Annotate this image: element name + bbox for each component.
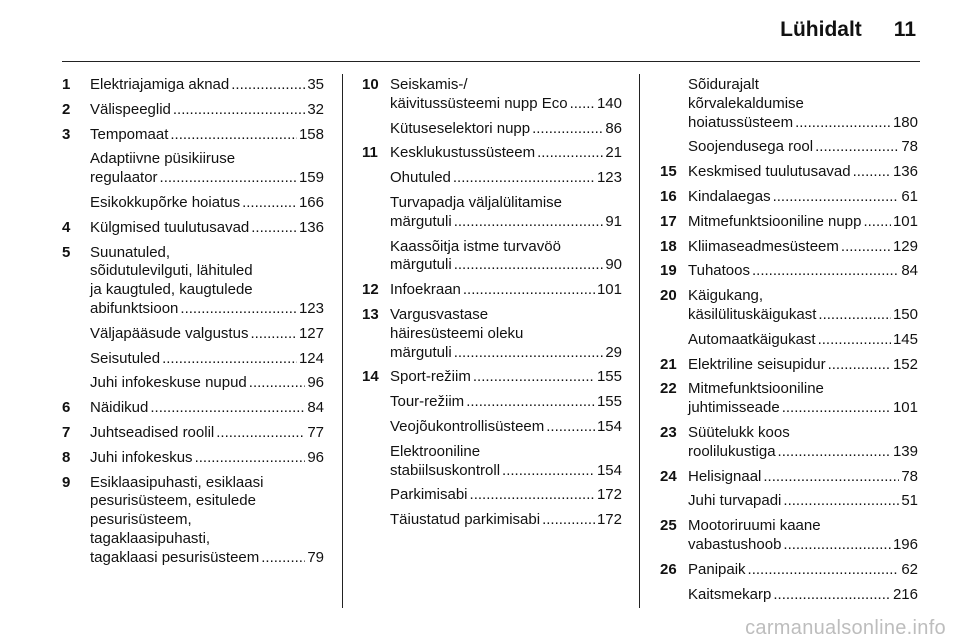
entry-last-line <box>688 238 918 257</box>
entry-text: pesurisüsteem, esitulede <box>90 492 256 510</box>
page-reference: 154 <box>596 461 622 479</box>
entry-text: Seisutuled <box>90 349 161 367</box>
entry-text: Infoekraan <box>390 281 461 299</box>
entry-last-line <box>90 449 324 468</box>
dot-leader <box>453 169 595 188</box>
entry-text: Vargusvastase <box>390 305 489 323</box>
entry-last-line <box>688 138 918 157</box>
dot-leader <box>249 374 306 393</box>
dot-leader <box>251 219 297 238</box>
index-entry <box>62 449 324 468</box>
page-reference: 124 <box>298 349 324 367</box>
entry-text: roolilukustiga <box>688 442 776 460</box>
entry-text: Süütelukk koos <box>688 423 790 441</box>
entry-last-line <box>390 281 622 300</box>
entry-last-line <box>390 344 622 363</box>
index-entry <box>660 561 918 580</box>
page-reference: 155 <box>596 368 622 386</box>
entry-text: Automaatkäigukast <box>688 330 816 348</box>
entry-last-line <box>90 399 324 418</box>
entry-last-line <box>390 418 622 437</box>
item-number: 24 <box>660 467 677 485</box>
section-title: Lühidalt <box>780 18 862 41</box>
page-reference: 196 <box>892 535 918 553</box>
entry-text: Elektrooniline <box>390 442 481 460</box>
entry-text: Esikokkupõrke hoiatus <box>90 193 241 211</box>
watermark: carmanualsonline.info <box>745 617 946 639</box>
entry-last-line <box>688 399 918 418</box>
entry-last-line <box>688 213 918 232</box>
index-entry <box>362 76 622 114</box>
entry-last-line <box>390 169 622 188</box>
entry-last-line <box>688 536 918 555</box>
page-reference: 139 <box>892 442 918 460</box>
page-reference: 123 <box>298 299 324 317</box>
index-entry <box>362 393 622 412</box>
dot-leader <box>546 418 595 437</box>
dot-leader <box>863 213 891 232</box>
dot-leader <box>173 101 305 120</box>
item-number: 1 <box>62 76 71 93</box>
index-column-3 <box>660 76 918 610</box>
entry-text: Näidikud <box>90 399 149 417</box>
entry-text: tagaklaasipuhasti, <box>90 529 211 547</box>
index-entry <box>660 138 918 157</box>
dot-leader <box>454 344 604 363</box>
entry-last-line <box>390 511 622 530</box>
page-reference: 155 <box>596 393 622 411</box>
dot-leader <box>502 462 595 481</box>
entry-text: Mitmefunktsiooniline <box>688 380 824 398</box>
entry-text: märgutuli <box>390 343 452 361</box>
entry-last-line <box>390 95 622 114</box>
dot-leader <box>463 281 595 300</box>
index-entry <box>660 517 918 555</box>
index-entry <box>660 356 918 375</box>
entry-last-line <box>688 586 918 605</box>
item-number: 6 <box>62 399 71 417</box>
entry-text: Külgmised tuulutusavad <box>90 218 250 236</box>
index-entry <box>660 163 918 182</box>
entry-text: Kütuseselektori nupp <box>390 119 531 137</box>
index-entry <box>362 169 622 188</box>
dot-leader <box>473 368 595 387</box>
index-entry <box>62 325 324 344</box>
index-entry <box>660 238 918 257</box>
page-reference: 154 <box>596 417 622 435</box>
index-column-1 <box>62 76 324 574</box>
page-reference: 32 <box>307 100 324 118</box>
index-entry <box>660 213 918 232</box>
dot-leader <box>454 256 604 275</box>
entry-text: Veojõukontrollisüsteem <box>390 417 545 435</box>
item-number: 20 <box>660 287 677 305</box>
item-number: 10 <box>362 76 379 93</box>
item-number: 12 <box>362 281 379 299</box>
page-reference: 84 <box>901 262 918 280</box>
entry-last-line <box>688 561 918 580</box>
entry-last-line <box>688 331 918 350</box>
dot-leader <box>242 194 297 213</box>
dot-leader <box>818 331 891 350</box>
page-reference: 166 <box>298 193 324 211</box>
page-reference: 79 <box>307 548 324 566</box>
entry-last-line <box>90 325 324 344</box>
index-entry <box>362 238 622 276</box>
index-entry <box>62 399 324 418</box>
index-entry <box>660 586 918 605</box>
entry-text: Juhi turvapadi <box>688 492 782 510</box>
item-number: 3 <box>62 125 71 143</box>
entry-text: Käigukang, <box>688 287 764 305</box>
entry-text: Kaassõitja istme turvavöö <box>390 237 561 255</box>
page-reference: 172 <box>596 486 622 504</box>
entry-text: Tour-režiim <box>390 393 465 411</box>
entry-text: Adaptiivne püsikiiruse <box>90 150 236 168</box>
entry-last-line <box>90 76 324 95</box>
entry-last-line <box>390 486 622 505</box>
entry-text: abifunktsioon <box>90 299 179 317</box>
dot-leader <box>250 325 297 344</box>
dot-leader <box>466 393 595 412</box>
entry-last-line <box>390 393 622 412</box>
page-reference: 152 <box>892 355 918 373</box>
page-reference: 78 <box>901 138 918 156</box>
dot-leader <box>180 300 297 319</box>
entry-text: Väljapääsude valgustus <box>90 324 249 342</box>
dot-leader <box>773 586 891 605</box>
index-entry <box>362 144 622 163</box>
item-number: 11 <box>362 144 378 162</box>
index-entry <box>362 281 622 300</box>
entry-last-line <box>688 356 918 375</box>
index-entry <box>362 443 622 481</box>
page-reference: 159 <box>298 169 324 187</box>
entry-last-line <box>688 468 918 487</box>
entry-text: Mitmefunktsiooniline nupp <box>688 212 862 230</box>
dot-leader <box>570 95 595 114</box>
entry-text: Täiustatud parkimisabi <box>390 511 541 529</box>
page-reference: 101 <box>892 399 918 417</box>
item-number: 7 <box>62 423 71 441</box>
page-reference: 123 <box>596 169 622 187</box>
entry-text: Elektriajamiga aknad <box>90 76 230 93</box>
entry-last-line <box>688 262 918 281</box>
page-reference: 145 <box>892 330 918 348</box>
dot-leader <box>454 213 604 232</box>
entry-text: vabastushoob <box>688 535 782 553</box>
index-entry <box>62 194 324 213</box>
entry-last-line <box>390 213 622 232</box>
entry-last-line <box>688 114 918 133</box>
dot-leader <box>532 120 603 139</box>
item-number: 22 <box>660 380 677 398</box>
index-entry <box>362 194 622 232</box>
page-reference: 62 <box>901 560 918 578</box>
index-entry <box>660 380 918 418</box>
item-number: 4 <box>62 218 71 236</box>
entry-text: stabiilsuskontroll <box>390 461 501 479</box>
entry-text: kõrvalekaldumise <box>688 94 804 112</box>
page-reference: 78 <box>901 467 918 485</box>
dot-leader <box>231 76 305 95</box>
dot-leader <box>195 449 306 468</box>
entry-last-line <box>688 306 918 325</box>
entry-text: Juhi infokeskus <box>90 448 193 466</box>
entry-text: Keskmised tuulutusavad <box>688 163 851 181</box>
item-number: 17 <box>660 212 677 230</box>
dot-leader <box>748 561 900 580</box>
entry-text: pesurisüsteem, <box>90 511 192 529</box>
page-reference: 96 <box>307 448 324 466</box>
entry-text: Kindalaegas <box>688 187 771 205</box>
item-number: 23 <box>660 423 677 441</box>
dot-leader <box>773 188 900 207</box>
item-number: 26 <box>660 560 677 578</box>
dot-leader <box>763 468 899 487</box>
index-entry <box>660 424 918 462</box>
page-reference: 140 <box>596 94 622 112</box>
dot-leader <box>783 536 891 555</box>
header-divider <box>62 61 920 62</box>
entry-text: Sport-režiim <box>390 368 471 386</box>
index-entry <box>660 331 918 350</box>
page-reference: 101 <box>596 281 622 299</box>
index-entry <box>362 368 622 387</box>
index-entry <box>62 76 324 95</box>
entry-text: tagaklaasi pesurisüsteem <box>90 548 260 566</box>
entry-text: Turvapadja väljalülitamise <box>390 193 563 211</box>
entry-text: käivitussüsteemi nupp Eco <box>390 94 568 112</box>
index-entry <box>362 486 622 505</box>
page-reference: 86 <box>605 119 622 137</box>
entry-last-line <box>390 462 622 481</box>
entry-last-line <box>90 126 324 145</box>
item-number: 18 <box>660 237 677 255</box>
entry-last-line <box>390 256 622 275</box>
entry-last-line <box>390 144 622 163</box>
entry-text: Sõidurajalt <box>688 76 759 93</box>
page-reference: 172 <box>596 511 622 529</box>
entry-text: regulaator <box>90 169 158 187</box>
entry-text: Juhtseadised roolil <box>90 423 215 441</box>
entry-text: Tuhatoos <box>688 262 750 280</box>
item-number: 21 <box>660 355 677 373</box>
entry-last-line <box>688 443 918 462</box>
item-number: 13 <box>362 305 379 323</box>
entry-last-line <box>90 194 324 213</box>
entry-text: Suunatuled, <box>90 243 171 261</box>
page-reference: 77 <box>307 423 324 441</box>
index-entry <box>660 468 918 487</box>
page-reference: 180 <box>892 113 918 131</box>
entry-text: Panipaik <box>688 560 746 578</box>
entry-text: hoiatussüsteem <box>688 113 794 131</box>
entry-text: Elektriline seisupidur <box>688 355 826 373</box>
item-number: 9 <box>62 473 71 491</box>
dot-leader <box>818 306 891 325</box>
item-number: 2 <box>62 100 71 118</box>
dot-leader <box>841 238 891 257</box>
dot-leader <box>778 443 891 462</box>
index-entry <box>362 306 622 362</box>
entry-text: ja kaugtuled, kaugtulede <box>90 281 253 299</box>
entry-text: häiresüsteemi oleku <box>390 324 524 342</box>
index-entry <box>362 511 622 530</box>
entry-text: Seiskamis-/ <box>390 76 468 93</box>
item-number: 14 <box>362 368 379 386</box>
item-number: 5 <box>62 243 71 261</box>
entry-last-line <box>90 424 324 443</box>
dot-leader <box>542 511 595 530</box>
entry-text: käsilülituskäigukast <box>688 305 817 323</box>
dot-leader <box>170 126 297 145</box>
entry-last-line <box>90 300 324 319</box>
item-number: 15 <box>660 163 677 181</box>
dot-leader <box>261 549 305 568</box>
page-reference: 29 <box>605 343 622 361</box>
column-divider <box>639 74 640 608</box>
entry-last-line <box>688 188 918 207</box>
page-number: 11 <box>893 18 916 41</box>
item-number: 16 <box>660 187 677 205</box>
index-entry <box>362 120 622 139</box>
column-divider <box>342 74 343 608</box>
dot-leader <box>752 262 899 281</box>
entry-text: Juhi infokeskuse nupud <box>90 374 247 392</box>
entry-text: juhtimisseade <box>688 399 780 417</box>
entry-text: Mootoriruumi kaane <box>688 517 821 535</box>
entry-last-line <box>90 169 324 188</box>
entry-last-line <box>90 219 324 238</box>
entry-text: märgutuli <box>390 256 452 274</box>
dot-leader <box>216 424 305 443</box>
page-reference: 158 <box>298 125 324 143</box>
dot-leader <box>853 163 891 182</box>
page-reference: 136 <box>298 218 324 236</box>
page-reference: 21 <box>605 144 622 162</box>
dot-leader <box>470 486 595 505</box>
entry-text: Tempomaat <box>90 125 169 143</box>
entry-text: Helisignaal <box>688 467 762 485</box>
dot-leader <box>815 138 899 157</box>
entry-last-line <box>688 163 918 182</box>
index-entry <box>62 374 324 393</box>
page-reference: 136 <box>892 163 918 181</box>
page-reference: 96 <box>307 374 324 392</box>
page-reference: 51 <box>901 492 918 510</box>
index-entry <box>62 219 324 238</box>
entry-last-line <box>390 120 622 139</box>
entry-last-line <box>90 350 324 369</box>
entry-text: Parkimisabi <box>390 486 468 504</box>
dot-leader <box>162 350 297 369</box>
entry-last-line <box>688 492 918 511</box>
entry-last-line <box>90 374 324 393</box>
page-reference: 35 <box>307 76 324 93</box>
index-entry <box>62 474 324 568</box>
dot-leader <box>150 399 305 418</box>
index-entry <box>62 350 324 369</box>
entry-text: Soojendusega rool <box>688 138 814 156</box>
dot-leader <box>782 399 891 418</box>
index-entry <box>660 492 918 511</box>
entry-text: Esiklaasipuhasti, esiklaasi <box>90 473 264 491</box>
item-number: 19 <box>660 262 677 280</box>
dot-leader <box>783 492 899 511</box>
entry-text: Kesklukustussüsteem <box>390 144 536 162</box>
index-entry <box>660 262 918 281</box>
page-reference: 101 <box>892 212 918 230</box>
entry-text: sõidutulevilguti, lähituled <box>90 262 253 280</box>
index-entry <box>62 126 324 145</box>
index-entry <box>660 76 918 132</box>
index-entry <box>660 188 918 207</box>
page-reference: 127 <box>298 324 324 342</box>
index-entry <box>62 101 324 120</box>
page-reference: 129 <box>892 237 918 255</box>
item-number: 25 <box>660 517 677 535</box>
index-entry <box>62 150 324 188</box>
index-entry <box>660 287 918 325</box>
entry-text: Välispeeglid <box>90 100 171 118</box>
entry-text: Ohutuled <box>390 169 451 187</box>
entry-last-line <box>390 368 622 387</box>
dot-leader <box>828 356 891 375</box>
entry-text: märgutuli <box>390 212 452 230</box>
item-number: 8 <box>62 448 71 466</box>
page-reference: 61 <box>901 187 918 205</box>
index-entry <box>62 244 324 319</box>
page-header <box>780 18 916 42</box>
page-reference: 84 <box>307 399 324 417</box>
entry-text: Kliimaseadmesüsteem <box>688 237 839 255</box>
page-reference: 216 <box>892 585 918 603</box>
page-reference: 91 <box>605 212 622 230</box>
dot-leader <box>160 169 297 188</box>
dot-leader <box>795 114 891 133</box>
entry-last-line <box>90 549 324 568</box>
page-reference: 150 <box>892 305 918 323</box>
entry-last-line <box>90 101 324 120</box>
index-entry <box>62 424 324 443</box>
dot-leader <box>537 144 603 163</box>
index-column-2 <box>362 76 622 536</box>
entry-text: Kaitsmekarp <box>688 585 772 603</box>
page-reference: 90 <box>605 256 622 274</box>
index-entry <box>362 418 622 437</box>
